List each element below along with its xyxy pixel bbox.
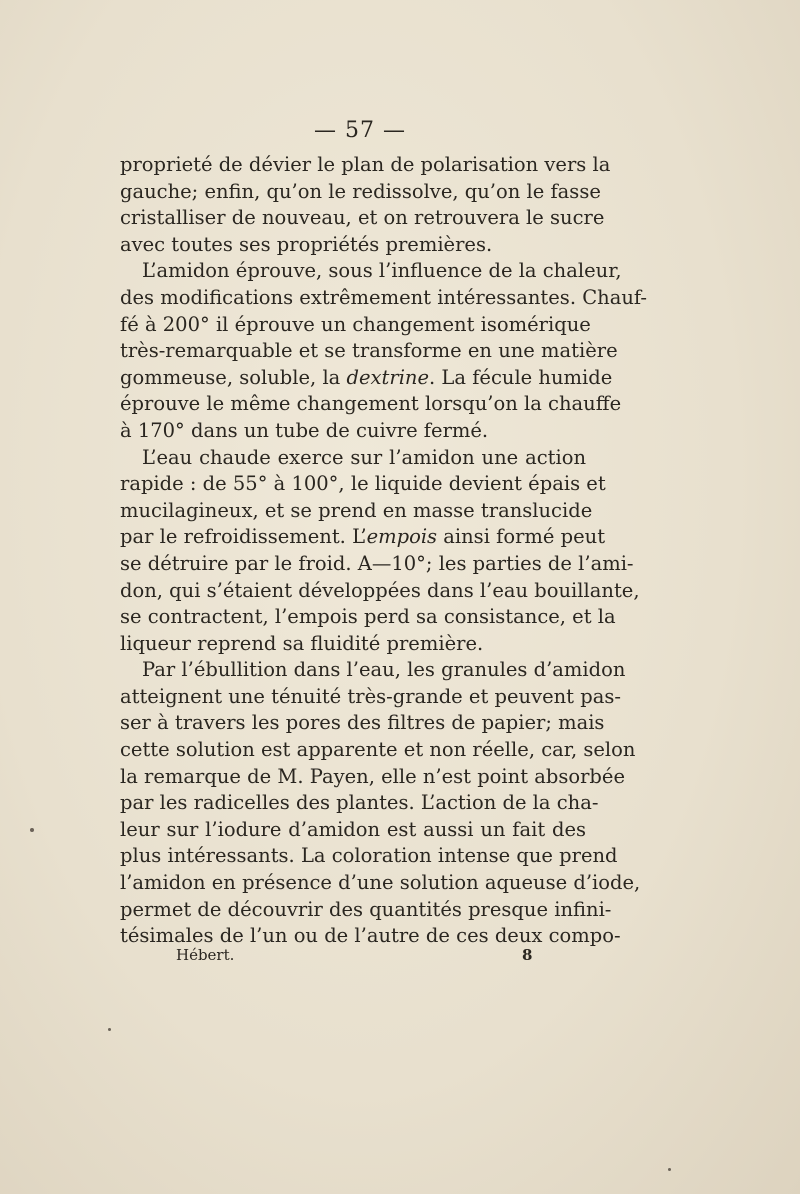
signature-mark: 8 — [522, 946, 533, 964]
page-footer — [120, 944, 586, 966]
text-line: des modifications extrêmement intéressantes. Chauf- — [120, 285, 647, 309]
body-text — [120, 152, 647, 950]
text-line: ser à travers les pores des filtres de papier; mais — [120, 711, 605, 735]
paper-speck — [668, 1168, 671, 1171]
text-line: cristalliser de nouveau, et on retrouvera le sucre — [120, 206, 605, 230]
text-line: L’amidon éprouve, sous l’influence de la chaleur, — [142, 259, 622, 283]
text-line: plus intéressants. La coloration intense que prend — [120, 844, 618, 868]
text-line: L’eau chaude exerce sur l’amidon une action — [142, 445, 586, 469]
text-line: gommeuse, soluble, la dextrine. La fécule humide — [120, 365, 613, 389]
text-line: rapide : de 55° à 100°, le liquide devient épais et — [120, 472, 606, 496]
text-line: éprouve le même changement lorsqu’on la chauffe — [120, 392, 622, 416]
text-line: Par l’ébullition dans l’eau, les granules d’amidon — [142, 658, 626, 682]
text-line: la remarque de M. Payen, elle n’est point absorbée — [120, 764, 625, 788]
text-line: leur sur l’iodure d’amidon est aussi un fait des — [120, 817, 586, 841]
text-line: gauche; enfin, qu’on le redissolve, qu’on le fasse — [120, 179, 601, 203]
paper-speck — [30, 828, 34, 832]
text-line: par les radicelles des plantes. L’action de la cha- — [120, 791, 599, 815]
text-line: avec toutes ses propriétés premières. — [120, 232, 493, 256]
text-line: permet de découvrir des quantités presque infini- — [120, 897, 612, 921]
text-line: proprieté de dévier le plan de polarisation vers la — [120, 153, 611, 176]
text-line: mucilagineux, et se prend en masse translucide — [120, 498, 593, 522]
text-line: atteignent une ténuité très-grande et peuvent pas- — [120, 684, 621, 708]
text-line: se détruire par le froid. A—10°; les parties de l’ami- — [120, 551, 634, 575]
paper-speck — [108, 1028, 111, 1031]
footer-author: Hébert. — [176, 946, 235, 964]
text-line: très-remarquable et se transforme en une matière — [120, 339, 618, 363]
page-number: — 57 — — [314, 118, 406, 143]
text-line: fé à 200° il éprouve un changement isomérique — [120, 312, 591, 336]
text-line: se contractent, l’empois perd sa consistance, et la — [120, 605, 616, 629]
text-line: l’amidon en présence d’une solution aqueuse d’iode, — [120, 871, 641, 895]
text-line: par le refroidissement. L’empois ainsi formé peut — [120, 525, 606, 549]
text-line: don, qui s’étaient développées dans l’eau bouillante, — [120, 578, 640, 602]
text-line: liqueur reprend sa fluidité première. — [120, 631, 484, 655]
text-line: tésimales de l’un ou de l’autre de ces deux compo- — [120, 924, 621, 948]
text-line: à 170° dans un tube de cuivre fermé. — [120, 418, 489, 442]
text-line: cette solution est apparente et non réelle, car, selon — [120, 738, 636, 762]
